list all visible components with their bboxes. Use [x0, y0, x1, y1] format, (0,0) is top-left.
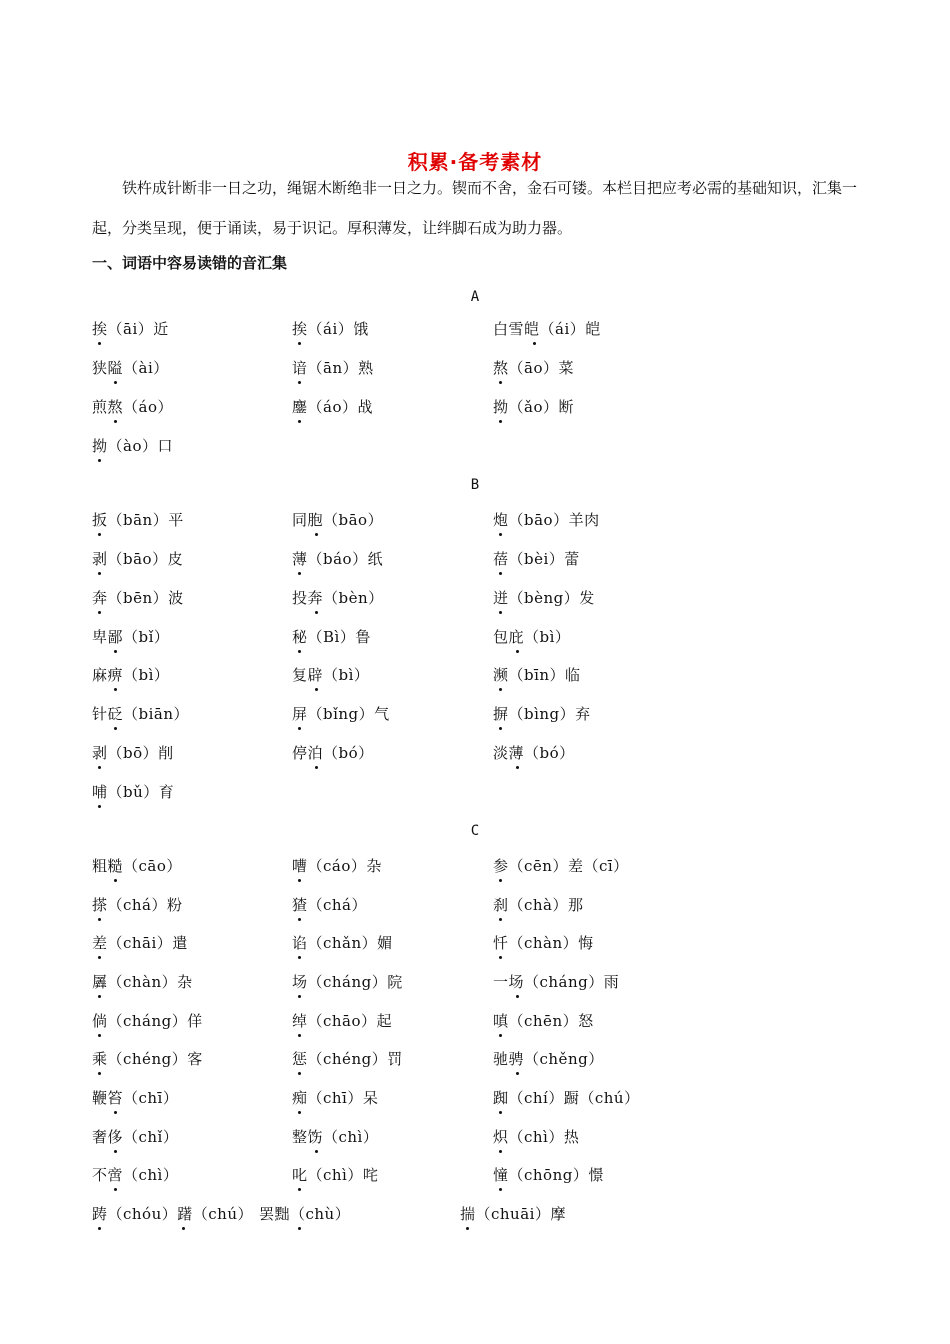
emphasis-dot [298, 1034, 301, 1037]
page-title: 积累·备考素材 [407, 150, 543, 174]
emphasis-dot [499, 533, 502, 536]
emphasis-dot [98, 611, 101, 614]
emphasis-dot [516, 766, 519, 769]
vocab-entry: 挨（ái）饿 [292, 320, 369, 338]
emphasis-dot [315, 1150, 318, 1153]
emphasis-dot [499, 688, 502, 691]
emphasis-dot [315, 611, 318, 614]
vocab-entry: 忏（chàn）悔 [493, 934, 594, 952]
emphasis-dot [499, 1034, 502, 1037]
vocab-entry: 一场（cháng）雨 [493, 973, 620, 991]
emphasis-dot [499, 727, 502, 730]
vocab-entry: 炽（chì）热 [493, 1128, 580, 1146]
emphasis-dot [533, 342, 536, 345]
vocab-entry: 熬（āo）菜 [493, 359, 574, 377]
vocab-entry: 白雪皑（ái）皑 [493, 320, 601, 338]
emphasis-dot [298, 879, 301, 882]
vocab-entry: 薄（báo）纸 [292, 550, 384, 568]
emphasis-dot [298, 650, 301, 653]
emphasis-dot [516, 1072, 519, 1075]
vocab-entry: 叱（chì）咤 [292, 1166, 379, 1184]
group-letter: C [470, 823, 480, 839]
emphasis-dot [114, 727, 117, 730]
vocab-entry: 绰（chāo）起 [292, 1012, 393, 1030]
vocab-entry: 卑鄙（bǐ） [92, 628, 170, 646]
emphasis-dot [98, 805, 101, 808]
emphasis-dot [499, 420, 502, 423]
vocab-entry: 差（chāi）遣 [92, 934, 188, 952]
vocab-entry: 谄（chǎn）媚 [292, 934, 393, 952]
emphasis-dot [499, 572, 502, 575]
emphasis-dot [114, 1188, 117, 1191]
vocab-entry: 濒（bīn）临 [493, 666, 581, 684]
emphasis-dot [298, 1227, 301, 1230]
vocab-entry: 屏（bǐng）气 [292, 705, 390, 723]
vocab-entry: 场（cháng）院 [292, 973, 403, 991]
emphasis-dot [298, 1111, 301, 1114]
vocab-entry: 惩（chéng）罚 [292, 1050, 403, 1068]
emphasis-dot [114, 1150, 117, 1153]
emphasis-dot [315, 766, 318, 769]
emphasis-dot [298, 420, 301, 423]
emphasis-dot [114, 420, 117, 423]
vocab-entry: 刹（chà）那 [493, 896, 584, 914]
vocab-entry: 狭隘（ài） [92, 359, 169, 377]
emphasis-dot [98, 533, 101, 536]
emphasis-dot [298, 727, 301, 730]
emphasis-dot [114, 381, 117, 384]
vocab-entry: 剥（bāo）皮 [92, 550, 184, 568]
emphasis-dot [114, 879, 117, 882]
emphasis-dot [298, 956, 301, 959]
vocab-entry: 鞭笞（chī） [92, 1089, 179, 1107]
emphasis-dot [98, 459, 101, 462]
emphasis-dot [466, 1227, 469, 1230]
vocab-entry: 参（cēn）差（cī） [493, 857, 629, 875]
emphasis-dot [114, 688, 117, 691]
vocab-entry: 憧（chōng）憬 [493, 1166, 604, 1184]
vocab-entry: 秘（Bì）鲁 [292, 628, 371, 646]
vocab-entry: 针砭（biān） [92, 705, 190, 723]
vocab-entry: 倘（cháng）佯 [92, 1012, 203, 1030]
emphasis-dot [516, 650, 519, 653]
vocab-entry: 拗（ào）口 [92, 437, 173, 455]
vocab-entry: 同胞（bāo） [292, 511, 384, 529]
vocab-entry: 痴（chī）呆 [292, 1089, 379, 1107]
vocab-entry: 挨（āi）近 [92, 320, 169, 338]
vocab-entry: 麻痹（bì） [92, 666, 170, 684]
vocab-entry: 搽（chá）粉 [92, 896, 183, 914]
emphasis-dot [98, 572, 101, 575]
group-letter: A [470, 289, 480, 305]
vocab-entry: 淡薄（bó） [493, 744, 575, 762]
vocab-entry: 投奔（bèn） [292, 589, 384, 607]
vocab-entry: 罢黜（chù） [259, 1205, 351, 1223]
vocab-entry: 奔（bēn）波 [92, 589, 184, 607]
emphasis-dot [182, 1227, 185, 1230]
emphasis-dot [499, 611, 502, 614]
vocab-entry: 粗糙（cāo） [92, 857, 182, 875]
emphasis-dot [98, 766, 101, 769]
emphasis-dot [499, 1150, 502, 1153]
intro-paragraph: 铁杵成针断非一日之功，绳锯木断绝非一日之力。锲而不舍，金石可镂。本栏目把应考必需的基础知识，汇集一起，分类呈现，便于诵读，易于识记。厚积薄发，让绊脚石成为助力器。 [92, 179, 858, 237]
vocab-entry: 扳（bān）平 [92, 511, 184, 529]
emphasis-dot [499, 1188, 502, 1191]
vocab-entry: 迸（bèng）发 [493, 589, 595, 607]
emphasis-dot [516, 995, 519, 998]
vocab-entry: 炮（bāo）羊肉 [493, 511, 600, 529]
vocab-entry: 猹（chá） [292, 896, 368, 914]
vocab-entry: 煎熬（áo） [92, 398, 173, 416]
vocab-entry: 蓓（bèi）蕾 [493, 550, 580, 568]
vocab-entry: 摒（bìng）弃 [493, 705, 591, 723]
emphasis-dot [298, 995, 301, 998]
emphasis-dot [298, 381, 301, 384]
emphasis-dot [98, 1072, 101, 1075]
emphasis-dot [98, 995, 101, 998]
vocab-entry: 羼（chàn）杂 [92, 973, 193, 991]
vocab-entry: 踌（chóu）躇（chú） [92, 1205, 253, 1223]
emphasis-dot [298, 342, 301, 345]
emphasis-dot [114, 1111, 117, 1114]
vocab-entry: 嗔（chēn）怒 [493, 1012, 594, 1030]
emphasis-dot [499, 879, 502, 882]
emphasis-dot [315, 533, 318, 536]
emphasis-dot [499, 956, 502, 959]
vocab-entry: 乘（chéng）客 [92, 1050, 203, 1068]
emphasis-dot [98, 1227, 101, 1230]
vocab-entry: 奢侈（chǐ） [92, 1128, 179, 1146]
vocab-entry: 整饬（chì） [292, 1128, 379, 1146]
vocab-entry: 谙（ān）熟 [292, 359, 374, 377]
emphasis-dot [114, 650, 117, 653]
vocab-entry: 停泊（bó） [292, 744, 374, 762]
emphasis-dot [298, 1072, 301, 1075]
vocab-entry: 包庇（bì） [493, 628, 571, 646]
emphasis-dot [298, 1188, 301, 1191]
group-letter: B [470, 477, 480, 493]
emphasis-dot [298, 918, 301, 921]
vocab-entry: 鏖（áo）战 [292, 398, 373, 416]
emphasis-dot [98, 342, 101, 345]
vocab-entry: 不啻（chì） [92, 1166, 179, 1184]
emphasis-dot [315, 688, 318, 691]
vocab-entry: 驰骋（chěng） [493, 1050, 604, 1068]
emphasis-dot [98, 918, 101, 921]
vocab-entry: 拗（ǎo）断 [493, 398, 574, 416]
vocab-entry: 踟（chí）蹰（chú） [493, 1089, 640, 1107]
emphasis-dot [98, 1034, 101, 1037]
emphasis-dot [499, 1111, 502, 1114]
vocab-entry: 剥（bō）削 [92, 744, 174, 762]
emphasis-dot [98, 956, 101, 959]
vocab-entry: 嘈（cáo）杂 [292, 857, 382, 875]
section-heading: 一、词语中容易读错的音汇集 [92, 254, 288, 272]
emphasis-dot [298, 572, 301, 575]
vocab-entry: 哺（bǔ）育 [92, 783, 175, 801]
vocab-entry: 复辟（bì） [292, 666, 370, 684]
emphasis-dot [499, 381, 502, 384]
vocab-entry: 揣（chuāi）摩 [460, 1205, 566, 1223]
emphasis-dot [499, 918, 502, 921]
